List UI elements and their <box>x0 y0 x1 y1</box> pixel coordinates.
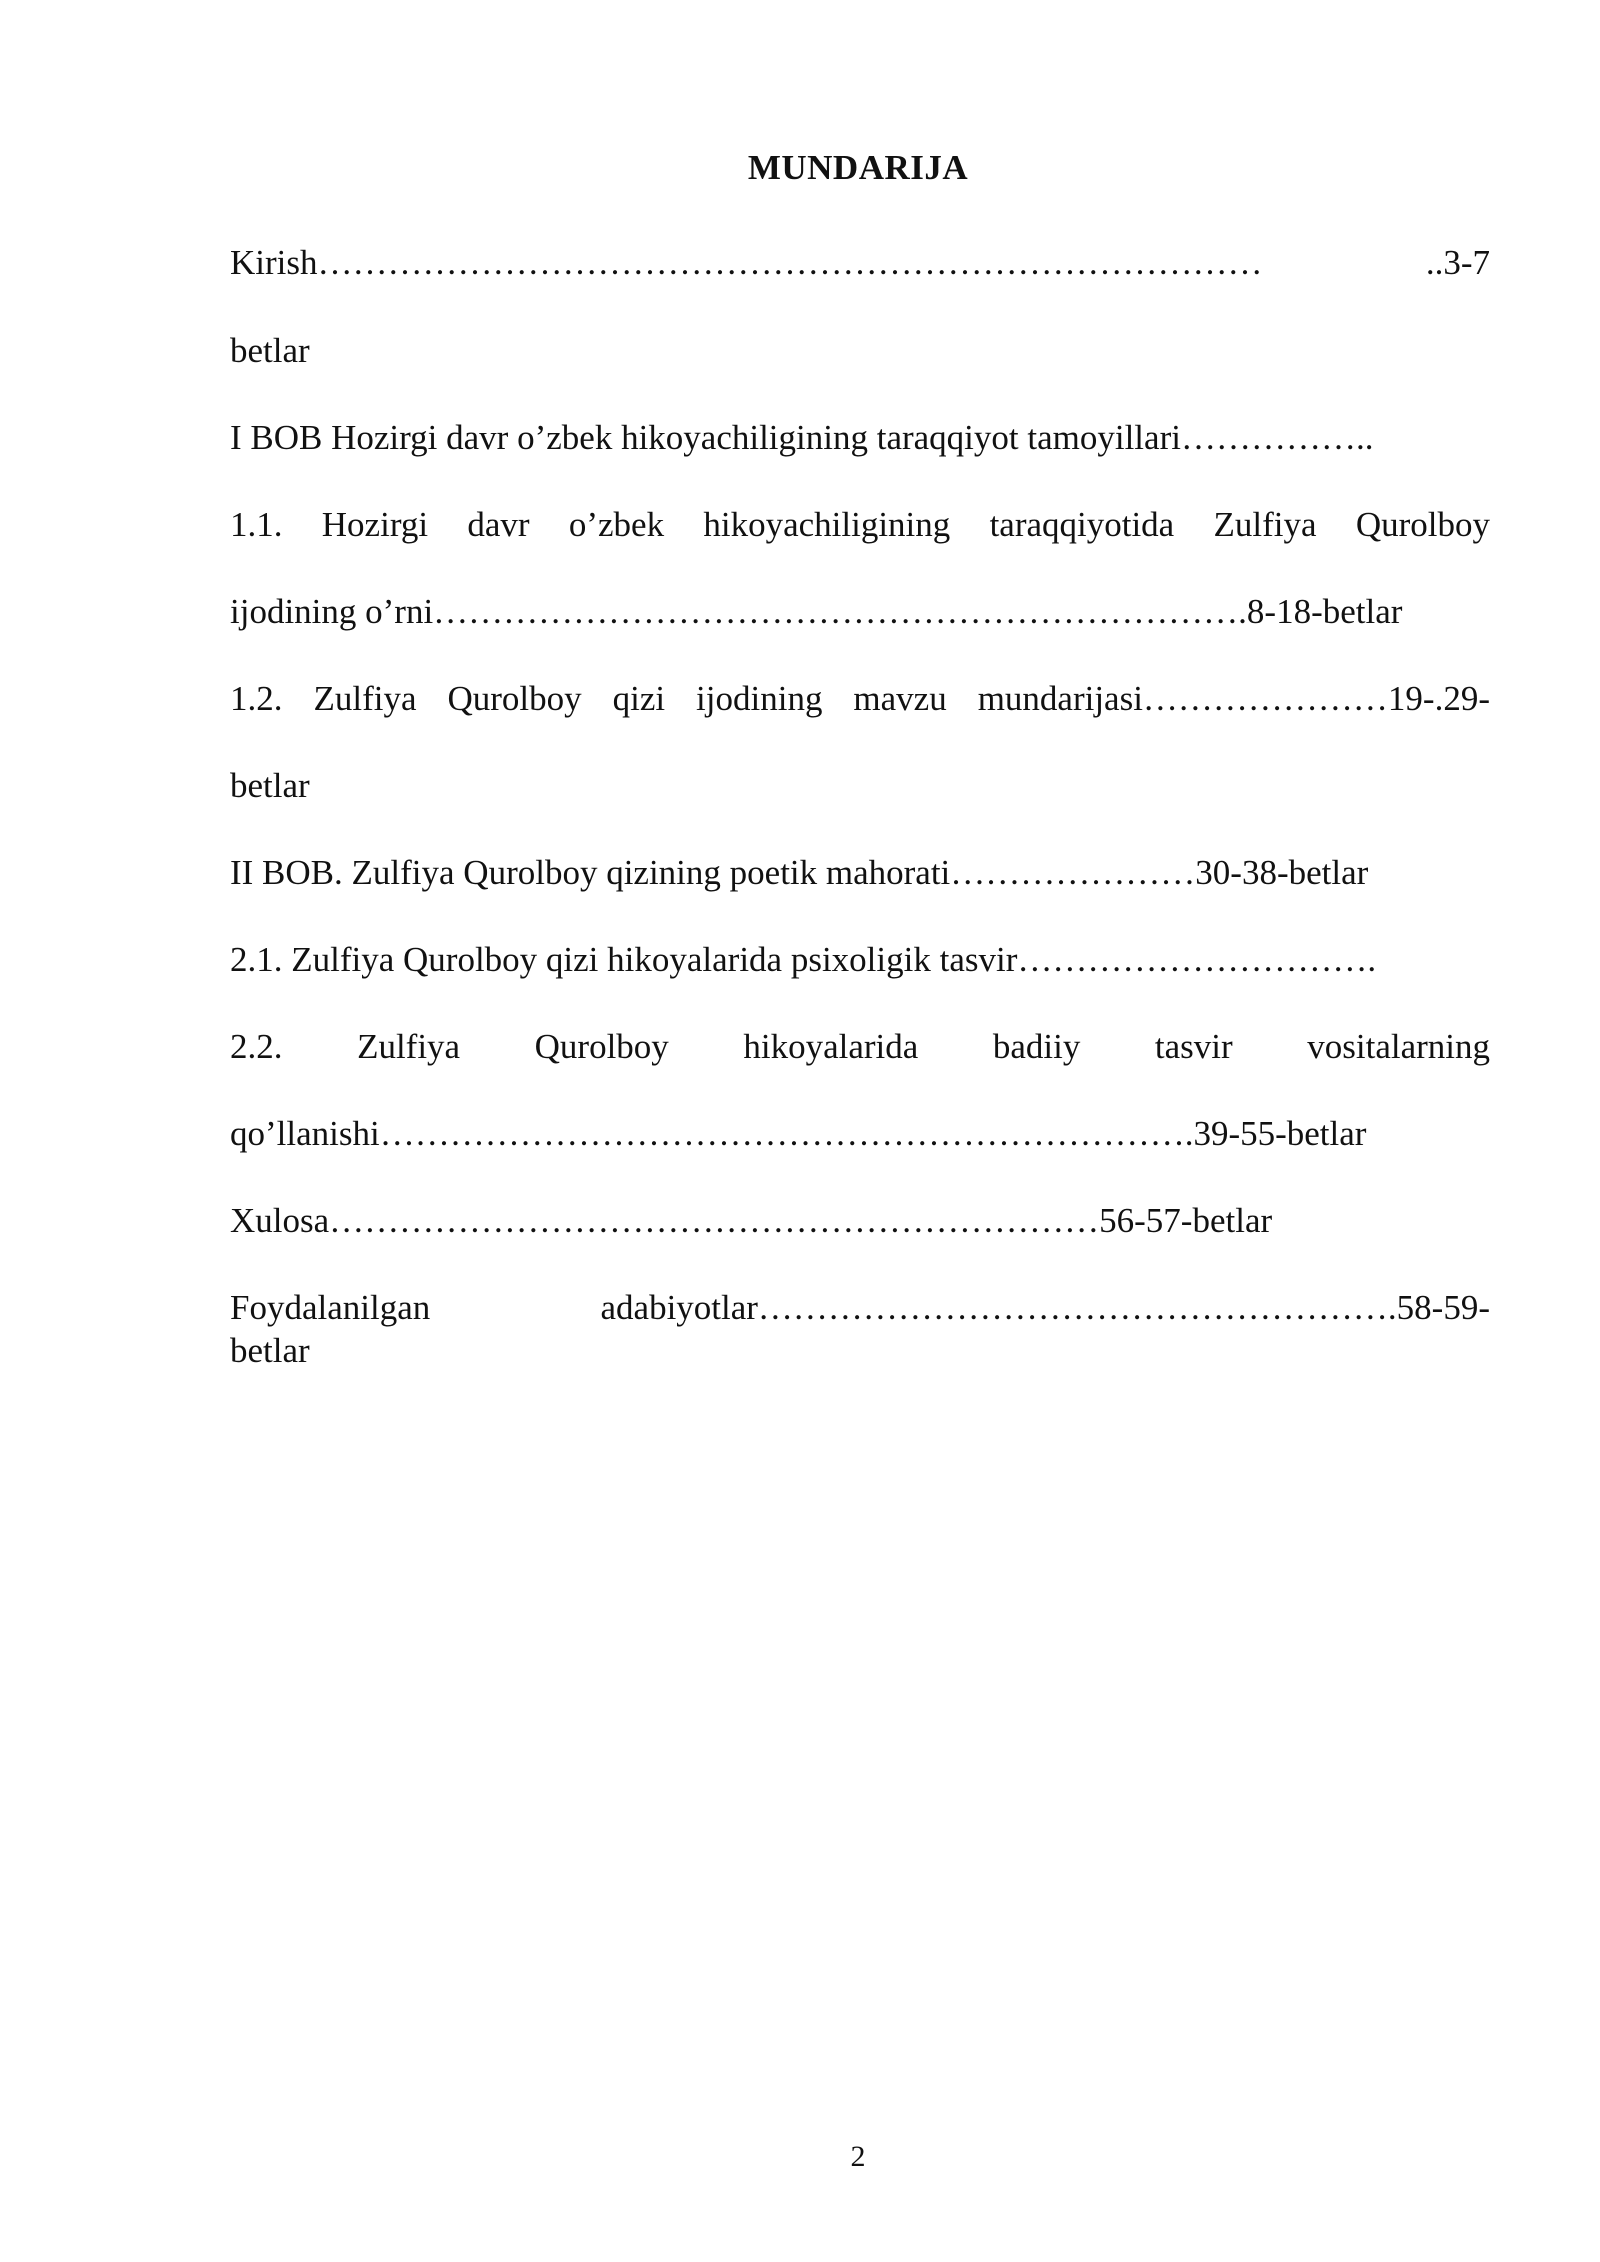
page-number: 2 <box>850 2140 866 2173</box>
toc-word: mundarijasi…………………19-.29- <box>977 679 1490 718</box>
toc-word: taraqqiyotida <box>989 505 1175 544</box>
toc-entry-2-1: 2.1. Zulfiya Qurolboy qizi hikoyalarida psixoligik tasvir…………………………. <box>230 940 1377 979</box>
toc-word: 2.2. <box>230 1027 283 1066</box>
toc-word: ijodining <box>696 679 823 718</box>
toc-word: 1.1. <box>230 505 283 544</box>
toc-word: Qurolboy <box>534 1027 669 1066</box>
toc-word: tasvir <box>1154 1027 1233 1066</box>
toc-word: Hozirgi <box>321 505 429 544</box>
toc-word: qizi <box>612 679 666 718</box>
toc-word: Zulfiya <box>313 679 417 718</box>
toc-word: Zulfiya <box>1213 505 1317 544</box>
toc-entry-2-2 <box>230 1025 1490 1069</box>
toc-word: hikoyalarida <box>743 1027 919 1066</box>
toc-word: 1.2. <box>230 679 283 718</box>
page-title: MUNDARIJA <box>747 148 969 187</box>
toc-entry-xulosa: Xulosa…………………………………………………………56-57-betlar <box>230 1201 1273 1240</box>
toc-word: o’zbek <box>568 505 665 544</box>
toc-entry-pages: adabiyotlar……………………………………………….58-59- <box>600 1288 1490 1327</box>
toc-entry-continuation: betlar <box>230 331 310 370</box>
toc-entry-kirish <box>230 241 1490 285</box>
toc-word: Zulfiya <box>357 1027 461 1066</box>
toc-entry-1-2 <box>230 677 1490 721</box>
toc-word: hikoyachiligining <box>703 505 951 544</box>
toc-word: Qurolboy <box>1355 505 1490 544</box>
toc-entry-references-continuation: betlar <box>230 1331 310 1370</box>
toc-word: Qurolboy <box>447 679 582 718</box>
toc-word: badiiy <box>992 1027 1081 1066</box>
toc-entry-2-2-continuation: qo’llanishi…………………………………………………………….39-55-betlar <box>230 1114 1367 1153</box>
toc-entry-chapter-1: I BOB Hozirgi davr o’zbek hikoyachiligining taraqqiyot tamoyillari…………….. <box>230 418 1374 457</box>
toc-entry-1-2-continuation: betlar <box>230 766 310 805</box>
toc-word: Foydalanilgan <box>230 1288 431 1327</box>
toc-entry-1-1-continuation: ijodining o’rni…………………………………………………………….8-18-betlar <box>230 592 1403 631</box>
toc-word: mavzu <box>853 679 947 718</box>
toc-entry-text: Kirish……………………………………………………………………… <box>230 243 1263 282</box>
toc-entry-pages: ..3-7 <box>1425 243 1490 282</box>
toc-entry-chapter-2: II BOB. Zulfiya Qurolboy qizining poetik mahorati…………………30-38-betlar <box>230 853 1369 892</box>
toc-entry-1-1 <box>230 503 1490 547</box>
toc-entry-references <box>230 1286 1490 1330</box>
toc-word: davr <box>467 505 530 544</box>
toc-word: vositalarning <box>1307 1027 1490 1066</box>
